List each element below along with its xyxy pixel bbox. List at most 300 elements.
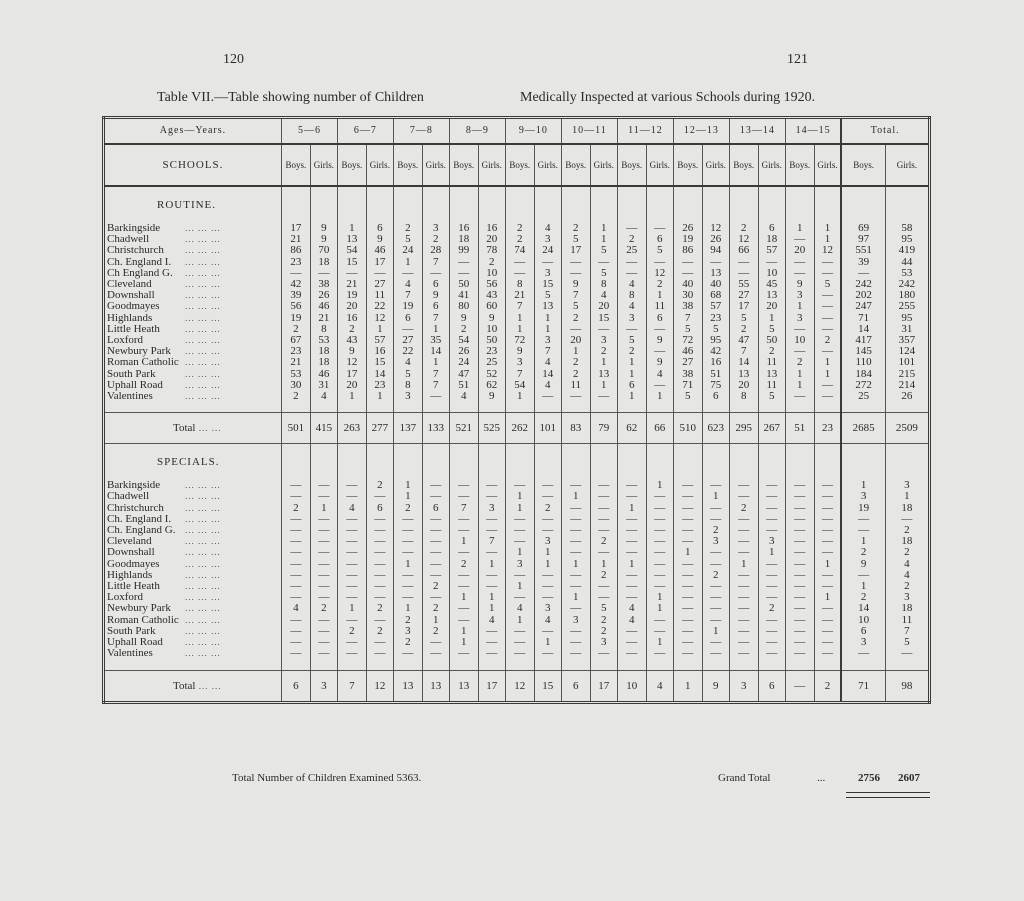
value-cell: 26 — [673, 223, 702, 234]
school-row — [104, 592, 930, 603]
school-name: Ch England G. ... ... ... — [107, 267, 221, 279]
value-cell: — — [646, 514, 673, 525]
empty-cell — [310, 660, 337, 671]
value-cell: 23 — [478, 346, 505, 357]
value-cell: 16 — [366, 346, 393, 357]
value-cell: 46 — [673, 346, 702, 357]
total-value: 262 — [505, 413, 534, 444]
value-cell: — — [393, 536, 422, 547]
empty-cell — [814, 402, 841, 413]
age-group-header: 11—12 — [617, 118, 673, 145]
value-cell: 3 — [758, 536, 785, 547]
value-cell: 70 — [310, 245, 337, 256]
value-cell: — — [814, 581, 841, 592]
school-name: Goodmayes ... ... ... — [107, 301, 221, 313]
value-cell: — — [729, 592, 758, 603]
total-value: 267 — [758, 413, 785, 444]
school-name: Christchurch ... ... ... — [107, 245, 221, 257]
value-cell: 71 — [673, 380, 702, 391]
sex-header-row — [104, 144, 930, 186]
value-cell: — — [758, 570, 785, 581]
value-cell: — — [729, 581, 758, 592]
value-cell: 1 — [366, 391, 393, 402]
school-name: Barkingside ... ... ... — [107, 223, 221, 234]
value-cell: — — [561, 257, 590, 268]
value-cell: 2 — [281, 391, 310, 402]
ages-years-label: Ages—Years. — [104, 118, 282, 145]
value-cell: — — [590, 257, 617, 268]
boys-header: Boys. — [617, 144, 646, 186]
value-cell: — — [729, 536, 758, 547]
value-cell: — — [281, 514, 310, 525]
school-name-label: Downshall — [107, 290, 155, 302]
value-cell: — — [729, 514, 758, 525]
total-value: 12 — [505, 670, 534, 702]
value-cell: 7 — [422, 313, 449, 324]
empty-cell — [673, 660, 702, 671]
value-cell: — — [673, 514, 702, 525]
value-cell: — — [281, 268, 310, 279]
value-cell: 12 — [702, 223, 729, 234]
school-row — [104, 290, 930, 301]
value-cell: — — [337, 581, 366, 592]
school-name-label: Newbury Park — [107, 346, 171, 358]
empty-cell — [104, 402, 282, 413]
total-value: 501 — [281, 413, 310, 444]
value-cell: — — [561, 603, 590, 614]
value-cell: — — [534, 626, 561, 637]
value-cell: — — [785, 570, 814, 581]
value-cell: — — [561, 268, 590, 279]
empty-cell — [673, 402, 702, 413]
empty-cell — [702, 444, 729, 481]
empty-cell — [841, 444, 885, 481]
school-name: Uphall Road ... ... ... — [107, 379, 221, 391]
value-cell: — — [310, 525, 337, 536]
value-cell: 41 — [449, 290, 478, 301]
value-cell: — — [337, 491, 366, 502]
value-cell: 1 — [841, 581, 885, 592]
value-cell: — — [366, 547, 393, 558]
value-cell: — — [702, 514, 729, 525]
school-name: Downshall ... ... ... — [107, 547, 221, 559]
value-cell: — — [449, 257, 478, 268]
value-cell: — — [534, 570, 561, 581]
value-cell: 1 — [590, 234, 617, 245]
value-cell: 20 — [590, 301, 617, 312]
value-cell: — — [814, 491, 841, 502]
value-cell: — — [337, 615, 366, 626]
value-cell: 22 — [366, 301, 393, 312]
value-cell: 99 — [449, 245, 478, 256]
age-group-header: 6—7 — [337, 118, 393, 145]
value-cell: 13 — [758, 290, 785, 301]
value-cell: — — [366, 268, 393, 279]
value-cell: — — [393, 525, 422, 536]
school-name-label: Goodmayes — [107, 558, 160, 570]
value-cell: 57 — [758, 245, 785, 256]
value-cell: 1 — [590, 223, 617, 234]
age-group-header: 12—13 — [673, 118, 729, 145]
value-cell: — — [814, 603, 841, 614]
value-cell: 2 — [646, 279, 673, 290]
value-cell: — — [646, 626, 673, 637]
value-cell: 7 — [534, 346, 561, 357]
empty-cell — [590, 402, 617, 413]
value-cell: 60 — [478, 301, 505, 312]
value-cell: 214 — [885, 380, 929, 391]
school-row — [104, 648, 930, 659]
value-cell: 50 — [478, 335, 505, 346]
value-cell: — — [337, 547, 366, 558]
value-cell: — — [729, 637, 758, 648]
value-cell: 3 — [534, 603, 561, 614]
value-cell: 2 — [366, 603, 393, 614]
value-cell: 9 — [505, 346, 534, 357]
value-cell: 38 — [673, 301, 702, 312]
value-cell: — — [617, 257, 646, 268]
value-cell: 255 — [885, 301, 929, 312]
value-cell: 25 — [841, 391, 885, 402]
section-heading: SPECIALS. — [157, 456, 220, 469]
value-cell: 2 — [841, 592, 885, 603]
table-caption-left: Table VII.—Table showing number of Children — [157, 90, 424, 105]
value-cell: — — [814, 391, 841, 402]
value-cell: 1 — [534, 313, 561, 324]
school-name-label: Highlands — [107, 569, 153, 581]
value-cell: 357 — [885, 335, 929, 346]
empty-cell — [561, 444, 590, 481]
value-cell: — — [337, 637, 366, 648]
value-cell: 1 — [561, 592, 590, 603]
value-cell: — — [785, 547, 814, 558]
value-cell: 3 — [534, 268, 561, 279]
value-cell: 4 — [310, 391, 337, 402]
value-cell: 3 — [534, 335, 561, 346]
value-cell: 2 — [505, 223, 534, 234]
value-cell: 1 — [590, 357, 617, 368]
school-name: Little Heath ... ... ... — [107, 323, 221, 335]
empty-cell — [702, 660, 729, 671]
empty-cell — [310, 186, 337, 223]
value-cell: — — [337, 570, 366, 581]
value-cell: 1 — [814, 357, 841, 368]
value-cell: 7 — [729, 346, 758, 357]
value-cell: 1 — [337, 391, 366, 402]
value-cell: — — [281, 559, 310, 570]
value-cell: — — [393, 324, 422, 335]
school-name-label: Roman Catholic — [107, 614, 179, 626]
value-cell: — — [393, 592, 422, 603]
value-cell: — — [281, 536, 310, 547]
value-cell: — — [785, 268, 814, 279]
empty-cell — [702, 186, 729, 223]
value-cell: 6 — [422, 279, 449, 290]
girls-header: Girls. — [702, 144, 729, 186]
value-cell: 5 — [393, 369, 422, 380]
value-cell: — — [561, 626, 590, 637]
value-cell: 11 — [758, 380, 785, 391]
value-cell: 2 — [885, 547, 929, 558]
value-cell: 2 — [534, 503, 561, 514]
value-cell: 17 — [366, 257, 393, 268]
table-caption-right: Medically Inspected at various Schools during 1920. — [520, 90, 816, 105]
value-cell: 6 — [758, 223, 785, 234]
value-cell: 4 — [337, 503, 366, 514]
value-cell: 1 — [617, 391, 646, 402]
value-cell: 9 — [646, 357, 673, 368]
empty-cell — [281, 402, 310, 413]
value-cell: 1 — [393, 603, 422, 614]
value-cell: 20 — [758, 301, 785, 312]
school-name-label: Newbury Park — [107, 603, 171, 615]
value-cell: 2 — [885, 525, 929, 536]
empty-cell — [337, 186, 366, 223]
value-cell: 6 — [422, 503, 449, 514]
value-cell: 3 — [505, 357, 534, 368]
boys-header: Boys. — [449, 144, 478, 186]
value-cell: 2 — [393, 637, 422, 648]
value-cell: 6 — [422, 301, 449, 312]
school-name: Ch. England G. ... ... ... — [107, 525, 221, 537]
empty-cell — [534, 444, 561, 481]
value-cell: 2 — [281, 503, 310, 514]
empty-cell — [534, 186, 561, 223]
value-cell: — — [478, 581, 505, 592]
school-name: Cleveland ... ... ... — [107, 536, 221, 548]
value-cell: 16 — [478, 223, 505, 234]
value-cell: — — [702, 581, 729, 592]
value-cell: — — [281, 626, 310, 637]
value-cell: — — [617, 637, 646, 648]
value-cell: — — [885, 648, 929, 659]
value-cell: 1 — [617, 559, 646, 570]
value-cell: 1 — [534, 547, 561, 558]
value-cell: — — [366, 581, 393, 592]
total-value: 71 — [841, 670, 885, 702]
section-heading-row — [104, 444, 930, 481]
value-cell: 20 — [785, 245, 814, 256]
page-number-left: 120 — [223, 52, 244, 67]
value-cell: 21 — [281, 357, 310, 368]
school-name-label: Downshall — [107, 547, 155, 559]
school-name: Highlands ... ... ... — [107, 312, 221, 324]
value-cell: 2 — [702, 570, 729, 581]
empty-cell — [310, 402, 337, 413]
value-cell: — — [673, 525, 702, 536]
school-name: Highlands ... ... ... — [107, 569, 221, 581]
school-name: Little Heath ... ... ... — [107, 581, 221, 593]
value-cell: 5 — [617, 335, 646, 346]
value-cell: 1 — [534, 637, 561, 648]
value-cell: 5 — [702, 324, 729, 335]
empty-cell — [885, 660, 929, 671]
total-header: Total. — [841, 118, 929, 145]
section-heading: ROUTINE. — [157, 199, 217, 211]
value-cell: — — [814, 648, 841, 659]
total-value: 133 — [422, 413, 449, 444]
value-cell: — — [673, 268, 702, 279]
value-cell: 71 — [841, 313, 885, 324]
empty-cell — [366, 660, 393, 671]
empty-cell — [310, 444, 337, 481]
value-cell: — — [478, 626, 505, 637]
empty-cell — [841, 660, 885, 671]
value-cell: 19 — [337, 290, 366, 301]
value-cell: 1 — [785, 301, 814, 312]
school-row — [104, 301, 930, 312]
value-cell: — — [561, 514, 590, 525]
value-cell: 1 — [814, 369, 841, 380]
total-value: 510 — [673, 413, 702, 444]
value-cell: — — [366, 559, 393, 570]
value-cell: — — [561, 648, 590, 659]
value-cell: 2 — [885, 581, 929, 592]
total-value: 9 — [702, 670, 729, 702]
value-cell: 13 — [590, 369, 617, 380]
total-value: 2509 — [885, 413, 929, 444]
age-group-header: 10—11 — [561, 118, 617, 145]
value-cell: 43 — [337, 335, 366, 346]
value-cell: 1 — [561, 559, 590, 570]
empty-cell — [393, 660, 422, 671]
value-cell: 1 — [422, 324, 449, 335]
empty-cell — [561, 660, 590, 671]
value-cell: — — [505, 268, 534, 279]
empty-cell — [814, 660, 841, 671]
value-cell: 1 — [785, 380, 814, 391]
value-cell: 7 — [885, 626, 929, 637]
value-cell: 9 — [449, 313, 478, 324]
girls-header: Girls. — [422, 144, 449, 186]
value-cell: 86 — [281, 245, 310, 256]
empty-cell — [281, 660, 310, 671]
value-cell: — — [561, 637, 590, 648]
value-cell: — — [310, 268, 337, 279]
value-cell: 2 — [729, 503, 758, 514]
value-cell: — — [729, 626, 758, 637]
value-cell: — — [702, 592, 729, 603]
value-cell: 8 — [590, 279, 617, 290]
value-cell: — — [814, 514, 841, 525]
total-row — [104, 413, 930, 444]
total-value: 101 — [534, 413, 561, 444]
value-cell: 7 — [505, 301, 534, 312]
value-cell: — — [785, 480, 814, 491]
total-value: 66 — [646, 413, 673, 444]
value-cell: 95 — [885, 234, 929, 245]
value-cell: 1 — [393, 559, 422, 570]
value-cell: 5 — [561, 234, 590, 245]
value-cell: 1 — [590, 559, 617, 570]
value-cell: 21 — [281, 234, 310, 245]
empty-cell — [393, 402, 422, 413]
value-cell: — — [758, 581, 785, 592]
value-cell: 3 — [590, 637, 617, 648]
value-cell: — — [646, 648, 673, 659]
value-cell: 14 — [729, 357, 758, 368]
value-cell: 2 — [729, 324, 758, 335]
value-cell: 1 — [534, 324, 561, 335]
total-value: 295 — [729, 413, 758, 444]
school-name: Newbury Park ... ... ... — [107, 346, 221, 358]
value-cell: — — [366, 648, 393, 659]
boys-header: Boys. — [785, 144, 814, 186]
total-value: 525 — [478, 413, 505, 444]
value-cell: 124 — [885, 346, 929, 357]
value-cell: — — [646, 536, 673, 547]
value-cell: — — [729, 525, 758, 536]
value-cell: 9 — [478, 391, 505, 402]
value-cell: — — [617, 223, 646, 234]
school-name: Valentines ... ... ... — [107, 648, 221, 660]
value-cell: 51 — [449, 380, 478, 391]
value-cell: 1 — [478, 559, 505, 570]
value-cell: — — [673, 603, 702, 614]
value-cell: 15 — [337, 257, 366, 268]
value-cell: — — [785, 391, 814, 402]
value-cell: 2 — [449, 559, 478, 570]
value-cell: — — [590, 391, 617, 402]
value-cell: 20 — [478, 234, 505, 245]
value-cell: 1 — [505, 547, 534, 558]
value-cell: 1 — [814, 559, 841, 570]
value-cell: — — [393, 648, 422, 659]
value-cell: 56 — [281, 301, 310, 312]
value-cell: — — [814, 626, 841, 637]
value-cell: — — [590, 324, 617, 335]
value-cell: — — [366, 514, 393, 525]
value-cell: 10 — [478, 268, 505, 279]
value-cell: 23 — [366, 380, 393, 391]
value-cell: 14 — [841, 603, 885, 614]
empty-cell — [758, 402, 785, 413]
value-cell: — — [758, 503, 785, 514]
empty-cell — [422, 186, 449, 223]
school-name-label: Barkingside — [107, 480, 161, 492]
school-name-label: South Park — [107, 625, 156, 637]
value-cell: 39 — [841, 257, 885, 268]
value-cell: 2 — [590, 346, 617, 357]
school-row — [104, 279, 930, 290]
value-cell: — — [337, 514, 366, 525]
value-cell: 1 — [617, 357, 646, 368]
value-cell: 6 — [702, 391, 729, 402]
total-value: 4 — [646, 670, 673, 702]
value-cell: 18 — [310, 346, 337, 357]
value-cell: — — [561, 480, 590, 491]
school-row — [104, 268, 930, 279]
value-cell: — — [814, 324, 841, 335]
value-cell: — — [505, 648, 534, 659]
value-cell: — — [814, 290, 841, 301]
value-cell: 45 — [758, 279, 785, 290]
value-cell: 2 — [590, 615, 617, 626]
value-cell: 19 — [393, 301, 422, 312]
value-cell: 9 — [310, 223, 337, 234]
empty-cell — [885, 444, 929, 481]
age-group-header: 5—6 — [281, 118, 337, 145]
total-label-text: Total — [173, 422, 196, 435]
value-cell: — — [617, 514, 646, 525]
value-cell: 1 — [646, 391, 673, 402]
empty-cell — [366, 186, 393, 223]
value-cell: 13 — [729, 369, 758, 380]
value-cell: — — [617, 480, 646, 491]
value-cell: — — [590, 648, 617, 659]
value-cell: 9 — [841, 559, 885, 570]
boys-header: Boys. — [673, 144, 702, 186]
